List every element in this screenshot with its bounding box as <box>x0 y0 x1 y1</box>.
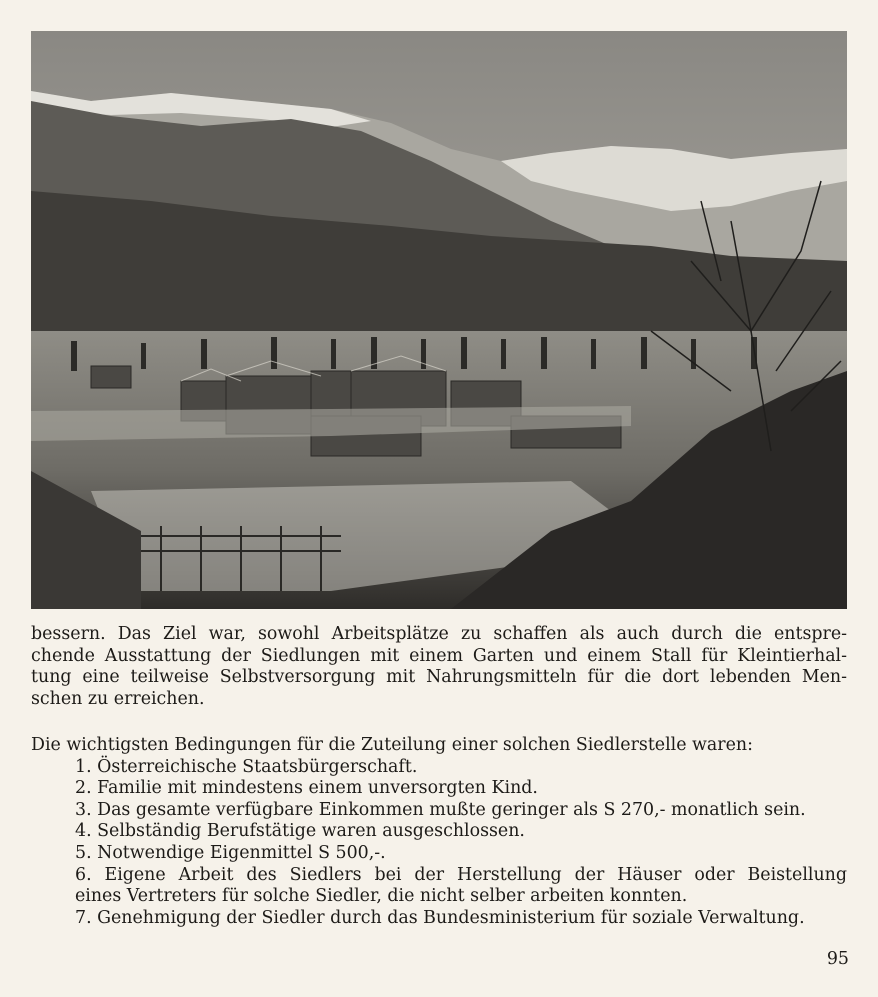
list-item-text: 3. Das gesamte verfügbare Einkommen mußte geringer als S 270,- monatlich sein. <box>75 799 806 820</box>
paragraph-line: chende Ausstattung der Siedlungen mit einem Garten und einem Stall für Kleintierhal- <box>31 645 847 666</box>
settlement-photo <box>31 31 847 609</box>
conditions-section <box>31 735 847 929</box>
paragraph-settlement-goal <box>31 624 847 710</box>
paragraph-line: schen zu erreichen. <box>31 688 205 709</box>
list-item-text: 7. Genehmigung der Siedler durch das Bundesministerium für soziale Verwaltung. <box>75 907 805 928</box>
list-item <box>31 821 847 843</box>
list-item-text: 4. Selbständig Berufstätige waren ausgeschlossen. <box>75 821 525 842</box>
page-number: 95 <box>826 949 849 969</box>
list-item-text: 2. Familie mit mindestens einem unversorgten Kind. <box>75 778 538 799</box>
photo-illustration <box>31 31 847 609</box>
list-item-text: 1. Österreichische Staatsbürgerschaft. <box>75 756 418 777</box>
paragraph-line: bessern. Das Ziel war, sowohl Arbeitsplätze zu schaffen als auch durch die entspre- <box>31 624 847 644</box>
conditions-list <box>31 757 847 930</box>
list-item <box>31 778 847 800</box>
conditions-lead: Die wichtigsten Bedingungen für die Zuteilung einer solchen Siedlerstelle waren: <box>31 735 753 755</box>
list-item <box>31 843 847 865</box>
list-item-text: 6. Eigene Arbeit des Siedlers bei der Herstellung der Häuser oder Beistellung <box>75 864 847 885</box>
list-item <box>31 865 847 908</box>
list-item <box>31 908 847 930</box>
paragraph-line: tung eine teilweise Selbstversorgung mit Nahrungsmitteln für die dort lebenden Men- <box>31 667 847 688</box>
list-item-text: eines Vertreters für solche Siedler, die nicht selber arbeiten konnten. <box>75 886 688 907</box>
list-item <box>31 800 847 822</box>
list-item <box>31 757 847 779</box>
list-item-text: 5. Notwendige Eigenmittel S 500,-. <box>75 842 386 863</box>
